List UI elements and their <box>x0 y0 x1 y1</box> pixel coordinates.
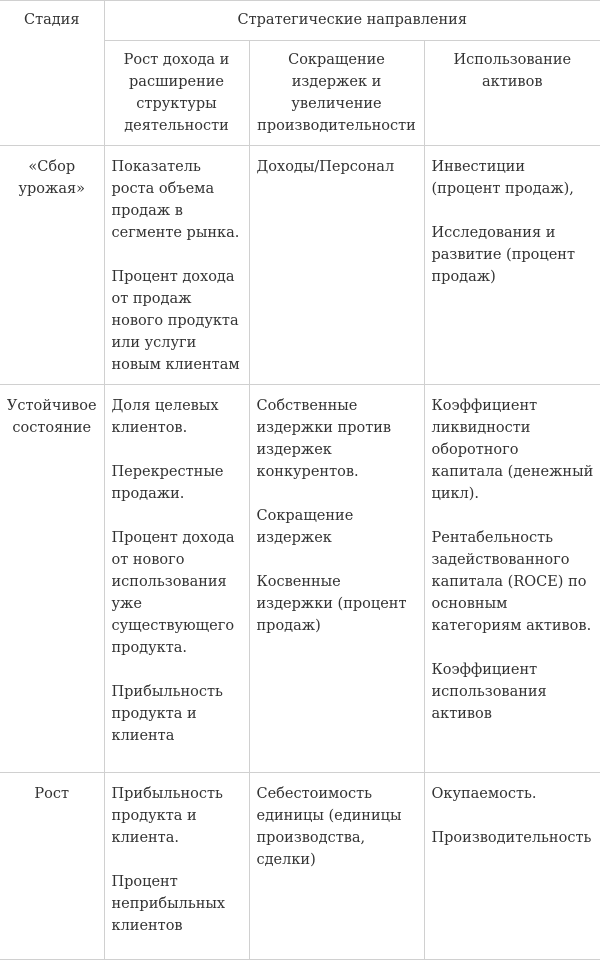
growth-cell <box>104 385 249 773</box>
assets-cell <box>424 773 600 960</box>
cell-paragraph: Сокращение издержек <box>256 508 354 546</box>
table-row-harvest <box>0 146 600 385</box>
cell-paragraph: Процент неприбыльных клиентов <box>111 874 226 934</box>
assets-cell <box>424 146 600 385</box>
table-row-steady <box>0 385 600 773</box>
cell-paragraph: Инвестиции (процент продаж), <box>431 159 574 197</box>
header-stage: Стадия <box>0 1 104 146</box>
table-row-growth <box>0 773 600 960</box>
cell-paragraph: Окупаемость. <box>431 786 537 802</box>
cell-paragraph: Собственные издержки против издержек конкурентов. <box>256 398 392 480</box>
costs-cell <box>249 773 424 960</box>
cell-paragraph: Прибыльность продукта и клиента <box>111 684 223 744</box>
cell-paragraph: Косвенные издержки (процент продаж) <box>256 574 407 634</box>
cell-paragraph: Производительность <box>431 830 592 846</box>
header-directions: Стратегические направления <box>104 1 600 41</box>
cell-paragraph: Процент дохода от нового использования уже существующего продукта. <box>111 530 235 656</box>
cell-paragraph: Коэффициент использования активов <box>431 662 547 722</box>
costs-cell <box>249 385 424 773</box>
header-assets: Использование активов <box>424 41 600 146</box>
stage-cell: Рост <box>0 773 104 960</box>
cell-paragraph: Показатель роста объема продаж в сегменте рынка. <box>111 159 240 241</box>
stage-cell: Устойчивое состояние <box>0 385 104 773</box>
cell-paragraph: Исследования и развитие (процент продаж) <box>431 225 575 285</box>
header-growth: Рост дохода и расширение структуры деятельности <box>104 41 249 146</box>
growth-cell <box>104 146 249 385</box>
cell-paragraph: Доходы/Персонал <box>256 159 395 175</box>
cell-paragraph: Коэффициент ликвидности оборотного капитала (денежный цикл). <box>431 398 594 502</box>
cell-paragraph: Перекрестные продажи. <box>111 464 224 502</box>
header-row <box>0 1 600 41</box>
cell-paragraph: Доля целевых клиентов. <box>111 398 219 436</box>
cell-paragraph: Себестоимость единицы (единицы производства, сделки) <box>256 786 402 868</box>
stage-cell: «Сбор урожая» <box>0 146 104 385</box>
header-costs: Сокращение издержек и увеличение производительности <box>249 41 424 146</box>
costs-cell <box>249 146 424 385</box>
assets-cell <box>424 385 600 773</box>
growth-cell <box>104 773 249 960</box>
cell-paragraph: Процент дохода от продаж нового продукта или услуги новым клиентам <box>111 269 240 373</box>
cell-paragraph: Прибыльность продукта и клиента. <box>111 786 223 846</box>
cell-paragraph: Рентабельность задействованного капитала (ROCE) по основным категориям активов. <box>431 530 592 634</box>
